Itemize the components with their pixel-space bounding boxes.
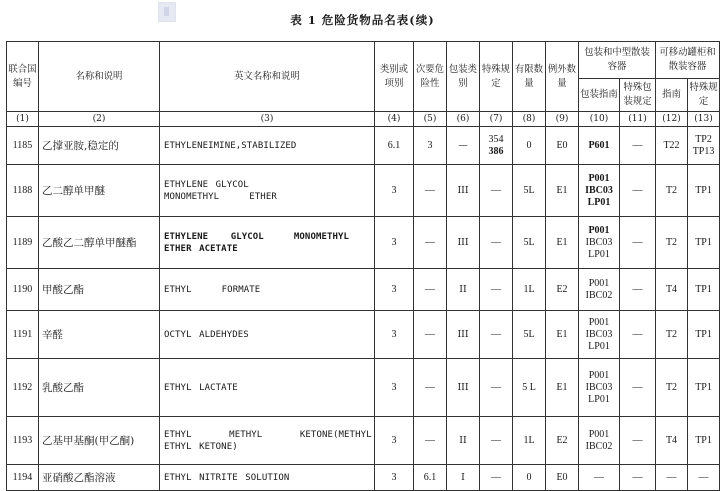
class-cell: 3 (375, 217, 414, 269)
name-cn-cell: 甲酸乙酯 (39, 269, 160, 311)
name-en-cell: ETHYLENEIMINE,STABILIZED (160, 127, 375, 165)
un-number-cell: 1188 (7, 165, 39, 217)
tank-special-cell (688, 465, 720, 491)
un-number-cell: 1193 (7, 417, 39, 465)
dangerous-goods-table (6, 41, 720, 491)
packing-instruction-cell (579, 269, 620, 311)
un-number-cell: 1189 (7, 217, 39, 269)
table-row (7, 417, 720, 465)
special-provisions-cell (480, 417, 513, 465)
packing-instruction-cell-line: IBC03 (585, 381, 613, 393)
packing-instruction-cell-line: P601 (588, 139, 610, 151)
tank-special-cell (688, 269, 720, 311)
tank-special-cell-line: TP1 (695, 283, 712, 295)
table-row (7, 465, 720, 491)
tank-special-cell-line: TP13 (692, 145, 715, 157)
tank-instruction-cell: T4 (656, 269, 688, 311)
sub-risk-cell: — (414, 311, 447, 359)
packing-group-cell: III (447, 217, 480, 269)
packing-group-cell: I (447, 465, 480, 491)
special-packing-cell: — (620, 127, 656, 165)
column-number: (12) (656, 112, 688, 127)
tank-special-cell-line: — (698, 471, 709, 483)
special-provisions-cell-line: — (491, 434, 501, 446)
packing-instruction-cell-line: IBC02 (585, 289, 613, 301)
column-number: (11) (620, 112, 656, 127)
table-row (7, 269, 720, 311)
header-tank-special: 特殊规定 (688, 79, 720, 112)
special-provisions-cell-line: 354 (488, 133, 504, 145)
special-provisions-cell (480, 311, 513, 359)
packing-instruction-cell (579, 311, 620, 359)
header-name-en: 英文名称和说明 (160, 42, 375, 112)
name-cn-cell: 乙基甲基酮(甲乙酮) (39, 417, 160, 465)
special-provisions-cell-line: — (491, 328, 501, 340)
excepted-quantity-cell: E1 (546, 217, 579, 269)
header-limited-quantity: 有限数量 (513, 42, 546, 112)
packing-instruction-cell-line: LP01 (587, 196, 611, 208)
column-number: (9) (546, 112, 579, 127)
column-number: (8) (513, 112, 546, 127)
packing-group-cell: — (447, 127, 480, 165)
header-packing-group: 包装类别 (447, 42, 480, 112)
name-en-cell: ETHYL METHYL KETONE(METHYL ETHYL KETONE) (160, 417, 375, 465)
special-packing-cell: — (620, 311, 656, 359)
sub-risk-cell: — (414, 359, 447, 417)
packing-group-cell: II (447, 417, 480, 465)
packing-instruction-cell-line: P001 (588, 277, 610, 289)
packing-instruction-cell-line: IBC02 (585, 440, 613, 452)
special-packing-cell: — (620, 217, 656, 269)
excepted-quantity-cell: E0 (546, 465, 579, 491)
table-row (7, 359, 720, 417)
name-en-cell: ETHYL FORMATE (160, 269, 375, 311)
tank-special-cell (688, 127, 720, 165)
column-number: (1) (7, 112, 39, 127)
class-cell: 3 (375, 269, 414, 311)
table-row (7, 311, 720, 359)
tank-special-cell (688, 217, 720, 269)
special-provisions-cell-line: — (491, 471, 501, 483)
packing-group-cell: III (447, 359, 480, 417)
packing-group-cell: II (447, 269, 480, 311)
name-en-cell: ETHYLENE GLYCOL MONOMETHYL ETHER (160, 165, 375, 217)
header-name-cn: 名称和说明 (39, 42, 160, 112)
table-row (7, 165, 720, 217)
packing-instruction-cell-line: — (594, 471, 604, 483)
packing-instruction-cell-line: LP01 (588, 393, 610, 405)
tank-special-cell-line: TP1 (695, 434, 712, 446)
special-packing-cell: — (620, 417, 656, 465)
name-en-cell: ETHYL LACTATE (160, 359, 375, 417)
name-cn-cell: 辛醛 (39, 311, 160, 359)
sub-risk-cell: — (414, 165, 447, 217)
table-row (7, 127, 720, 165)
tank-instruction-cell: T2 (656, 217, 688, 269)
tank-special-cell-line: TP1 (695, 184, 712, 196)
packing-instruction-cell-line: P001 (588, 428, 610, 440)
table-title: 表 1 危险货物品名表(续) (290, 13, 435, 27)
header-excepted-quantity: 例外数量 (546, 42, 579, 112)
class-cell: 6.1 (375, 127, 414, 165)
special-provisions-cell (480, 165, 513, 217)
packing-instruction-cell-line: P001 (588, 316, 610, 328)
column-number: (4) (375, 112, 414, 127)
tank-instruction-cell: T2 (656, 311, 688, 359)
tank-special-cell (688, 311, 720, 359)
header-un-number: 联合国编号 (7, 42, 39, 112)
special-provisions-cell-line: — (491, 283, 501, 295)
tank-instruction-cell: T2 (656, 359, 688, 417)
excepted-quantity-cell: E1 (546, 165, 579, 217)
un-number-cell: 1185 (7, 127, 39, 165)
tank-instruction-cell: T22 (656, 127, 688, 165)
tank-instruction-cell: — (656, 465, 688, 491)
packing-instruction-cell-line: IBC03 (585, 184, 613, 196)
special-provisions-cell-line: 386 (488, 145, 504, 157)
column-number: (2) (39, 112, 160, 127)
packing-group-cell: III (447, 311, 480, 359)
un-number-cell: 1190 (7, 269, 39, 311)
header-packing-instruction: 包装指南 (579, 79, 620, 112)
limited-quantity-cell: 1L (513, 269, 546, 311)
column-number: (6) (447, 112, 480, 127)
name-cn-cell: 亚硝酸乙酯溶液 (39, 465, 160, 491)
name-en-cell: ETHYLENE GLYCOL MONOMETHYL ETHER ACETATE (160, 217, 375, 269)
limited-quantity-cell: 5L (513, 165, 546, 217)
special-provisions-cell (480, 127, 513, 165)
excepted-quantity-cell: E0 (546, 127, 579, 165)
sub-risk-cell: 6.1 (414, 465, 447, 491)
un-number-cell: 1192 (7, 359, 39, 417)
sub-risk-cell: — (414, 417, 447, 465)
excepted-quantity-cell: E1 (546, 359, 579, 417)
name-cn-cell: 乙二醇单甲醚 (39, 165, 160, 217)
packing-instruction-cell-line: P001 (588, 224, 610, 236)
column-number: (13) (688, 112, 720, 127)
packing-instruction-cell (579, 359, 620, 417)
column-number-row (7, 112, 720, 127)
tank-special-cell (688, 359, 720, 417)
sub-risk-cell: — (414, 217, 447, 269)
column-number: (7) (480, 112, 513, 127)
special-packing-cell: — (620, 269, 656, 311)
header-tanks: 可移动罐柜和散装容器 (656, 42, 720, 79)
header-special-packing: 特殊包装规定 (620, 79, 656, 112)
special-packing-cell: — (620, 359, 656, 417)
excepted-quantity-cell: E2 (546, 417, 579, 465)
special-provisions-cell (480, 269, 513, 311)
special-provisions-cell-line: — (491, 184, 501, 196)
packing-instruction-cell-line: P001 (588, 369, 610, 381)
special-provisions-cell-line: — (491, 236, 501, 248)
tank-special-cell-line: TP1 (695, 236, 712, 248)
class-cell: 3 (375, 465, 414, 491)
special-provisions-cell (480, 217, 513, 269)
excepted-quantity-cell: E2 (546, 269, 579, 311)
class-cell: 3 (375, 311, 414, 359)
table-row (7, 217, 720, 269)
limited-quantity-cell: 5L (513, 311, 546, 359)
packing-instruction-cell-line: IBC03 (585, 236, 613, 248)
class-cell: 3 (375, 359, 414, 417)
packing-instruction-cell (579, 217, 620, 269)
header-class: 类别或项别 (375, 42, 414, 112)
limited-quantity-cell: 1L (513, 417, 546, 465)
special-packing-cell: — (620, 165, 656, 217)
packing-instruction-cell-line: LP01 (588, 248, 610, 260)
packing-instruction-cell-line: P001 (588, 172, 610, 184)
special-packing-cell: — (620, 465, 656, 491)
sub-risk-cell: — (414, 269, 447, 311)
class-cell: 3 (375, 165, 414, 217)
packing-group-cell: III (447, 165, 480, 217)
name-cn-cell: 乳酸乙酯 (39, 359, 160, 417)
header-tank-instruction: 指南 (656, 79, 688, 112)
header-packaging-ibc: 包装和中型散装容器 (579, 42, 656, 79)
tank-instruction-cell: T4 (656, 417, 688, 465)
limited-quantity-cell: 5 L (513, 359, 546, 417)
excepted-quantity-cell: E1 (546, 311, 579, 359)
tank-special-cell-line: TP2 (695, 133, 712, 145)
name-cn-cell: 乙撑亚胺,稳定的 (39, 127, 160, 165)
special-provisions-cell (480, 465, 513, 491)
name-en-cell: OCTYL ALDEHYDES (160, 311, 375, 359)
special-provisions-cell (480, 359, 513, 417)
name-en-cell: ETHYL NITRITE SOLUTION (160, 465, 375, 491)
header-sub-risk: 次要危险性 (414, 42, 447, 112)
sub-risk-cell: 3 (414, 127, 447, 165)
name-cn-cell: 乙酸乙二醇单甲醚酯 (39, 217, 160, 269)
column-number: (10) (579, 112, 620, 127)
packing-instruction-cell (579, 127, 620, 165)
packing-instruction-cell-line: LP01 (588, 340, 610, 352)
column-number: (3) (160, 112, 375, 127)
special-provisions-cell-line: — (491, 381, 501, 393)
tank-special-cell-line: TP1 (695, 328, 712, 340)
tank-instruction-cell: T2 (656, 165, 688, 217)
header-special-provisions: 特殊规定 (480, 42, 513, 112)
packing-instruction-cell (579, 465, 620, 491)
column-number: (5) (414, 112, 447, 127)
un-number-cell: 1194 (7, 465, 39, 491)
packing-instruction-cell-line: IBC03 (585, 328, 613, 340)
packing-instruction-cell (579, 165, 620, 217)
limited-quantity-cell: 0 (513, 465, 546, 491)
limited-quantity-cell: 0 (513, 127, 546, 165)
tank-special-cell (688, 417, 720, 465)
tank-special-cell-line: TP1 (695, 381, 712, 393)
class-cell: 3 (375, 417, 414, 465)
limited-quantity-cell: 5L (513, 217, 546, 269)
packing-instruction-cell (579, 417, 620, 465)
tank-special-cell (688, 165, 720, 217)
un-number-cell: 1191 (7, 311, 39, 359)
